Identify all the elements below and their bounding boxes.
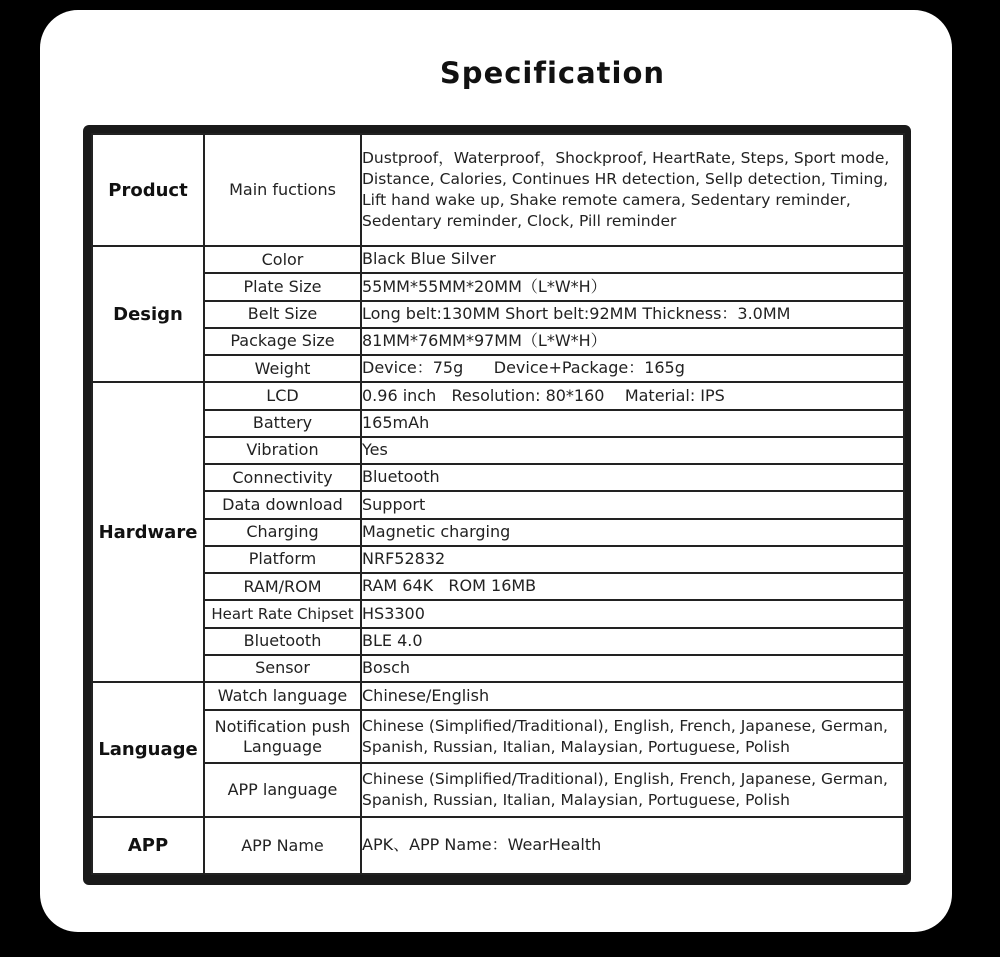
spec-value: HS3300 xyxy=(361,600,904,627)
spec-key: Vibration xyxy=(204,437,361,464)
spec-key: Bluetooth xyxy=(204,628,361,655)
spec-key xyxy=(204,710,361,762)
page-title: Specification xyxy=(439,56,666,90)
spec-value: 81MM*76MM*97MM（L*W*H） xyxy=(361,328,904,355)
spec-key: Charging xyxy=(204,519,361,546)
spec-table xyxy=(91,133,905,875)
table-row xyxy=(92,410,904,437)
spec-key: LCD xyxy=(204,382,361,409)
table-row xyxy=(92,355,904,382)
spec-key: Platform xyxy=(204,546,361,573)
spec-key: Watch language xyxy=(204,682,361,710)
spec-value: Chinese (Simplified/Traditional), English, French, Japanese, German, Spanish, Russian, Italian, Malaysian, Portuguese, Polish xyxy=(361,710,904,762)
spec-value: Chinese (Simplified/Traditional), English, French, Japanese, German, Spanish, Russian, Italian, Malaysian, Portuguese, Polish xyxy=(361,763,904,818)
table-row xyxy=(92,519,904,546)
spec-key: Color xyxy=(204,246,361,273)
table-row xyxy=(92,546,904,573)
spec-key: RAM/ROM xyxy=(204,573,361,600)
spec-value: Chinese/English xyxy=(361,682,904,710)
category-app: APP xyxy=(92,817,204,874)
spec-value: Black Blue Silver xyxy=(361,246,904,273)
table-row xyxy=(92,382,904,409)
spec-key: APP Name xyxy=(204,817,361,874)
table-row xyxy=(92,628,904,655)
spec-value: 0.96 inch Resolution: 80*160 Material: IPS xyxy=(361,382,904,409)
table-row xyxy=(92,328,904,355)
table-row xyxy=(92,600,904,627)
category-language: Language xyxy=(92,682,204,817)
table-row xyxy=(92,246,904,273)
spec-value: Dustproof，Waterproof，Shockproof, HeartRate, Steps, Sport mode, Distance, Calories, Continues HR detection, Sellp detection, Timing, Lift hand wake up, Shake remote camera, Sedentary reminder, Sedentary reminder, Clock, Pill reminder xyxy=(361,134,904,246)
spec-key: Package Size xyxy=(204,328,361,355)
table-row xyxy=(92,655,904,682)
spec-value: BLE 4.0 xyxy=(361,628,904,655)
spec-key-line: Notification push xyxy=(214,716,351,736)
table-row xyxy=(92,682,904,710)
spec-value: NRF52832 xyxy=(361,546,904,573)
category-product: Product xyxy=(92,134,204,246)
category-hardware: Hardware xyxy=(92,382,204,682)
spec-key: APP language xyxy=(204,763,361,818)
spec-key: Belt Size xyxy=(204,301,361,328)
table-row xyxy=(92,273,904,300)
table-row xyxy=(92,763,904,818)
spec-key: Heart Rate Chipset xyxy=(204,600,361,627)
spec-key-line: Language xyxy=(243,736,322,756)
table-row xyxy=(92,301,904,328)
spec-value: Bluetooth xyxy=(361,464,904,491)
spec-value: 165mAh xyxy=(361,410,904,437)
spec-value: Long belt:130MM Short belt:92MM Thickness：3.0MM xyxy=(361,301,904,328)
table-row xyxy=(92,464,904,491)
spec-key: Plate Size xyxy=(204,273,361,300)
spec-value: Device：75g Device+Package：165g xyxy=(361,355,904,382)
category-design: Design xyxy=(92,246,204,382)
spec-key: Battery xyxy=(204,410,361,437)
table-row xyxy=(92,437,904,464)
table-row xyxy=(92,491,904,518)
spec-value: Yes xyxy=(361,437,904,464)
table-row xyxy=(92,573,904,600)
spec-key: Weight xyxy=(204,355,361,382)
table-row xyxy=(92,710,904,762)
spec-value: APK、APP Name：WearHealth xyxy=(361,817,904,874)
spec-value: 55MM*55MM*20MM（L*W*H） xyxy=(361,273,904,300)
spec-value: Support xyxy=(361,491,904,518)
spec-key: Data download xyxy=(204,491,361,518)
spec-value: Magnetic charging xyxy=(361,519,904,546)
spec-key: Main fuctions xyxy=(204,134,361,246)
spec-value: Bosch xyxy=(361,655,904,682)
spec-value: RAM 64K ROM 16MB xyxy=(361,573,904,600)
table-row xyxy=(92,817,904,874)
spec-key: Sensor xyxy=(204,655,361,682)
table-row xyxy=(92,134,904,246)
spec-key: Connectivity xyxy=(204,464,361,491)
